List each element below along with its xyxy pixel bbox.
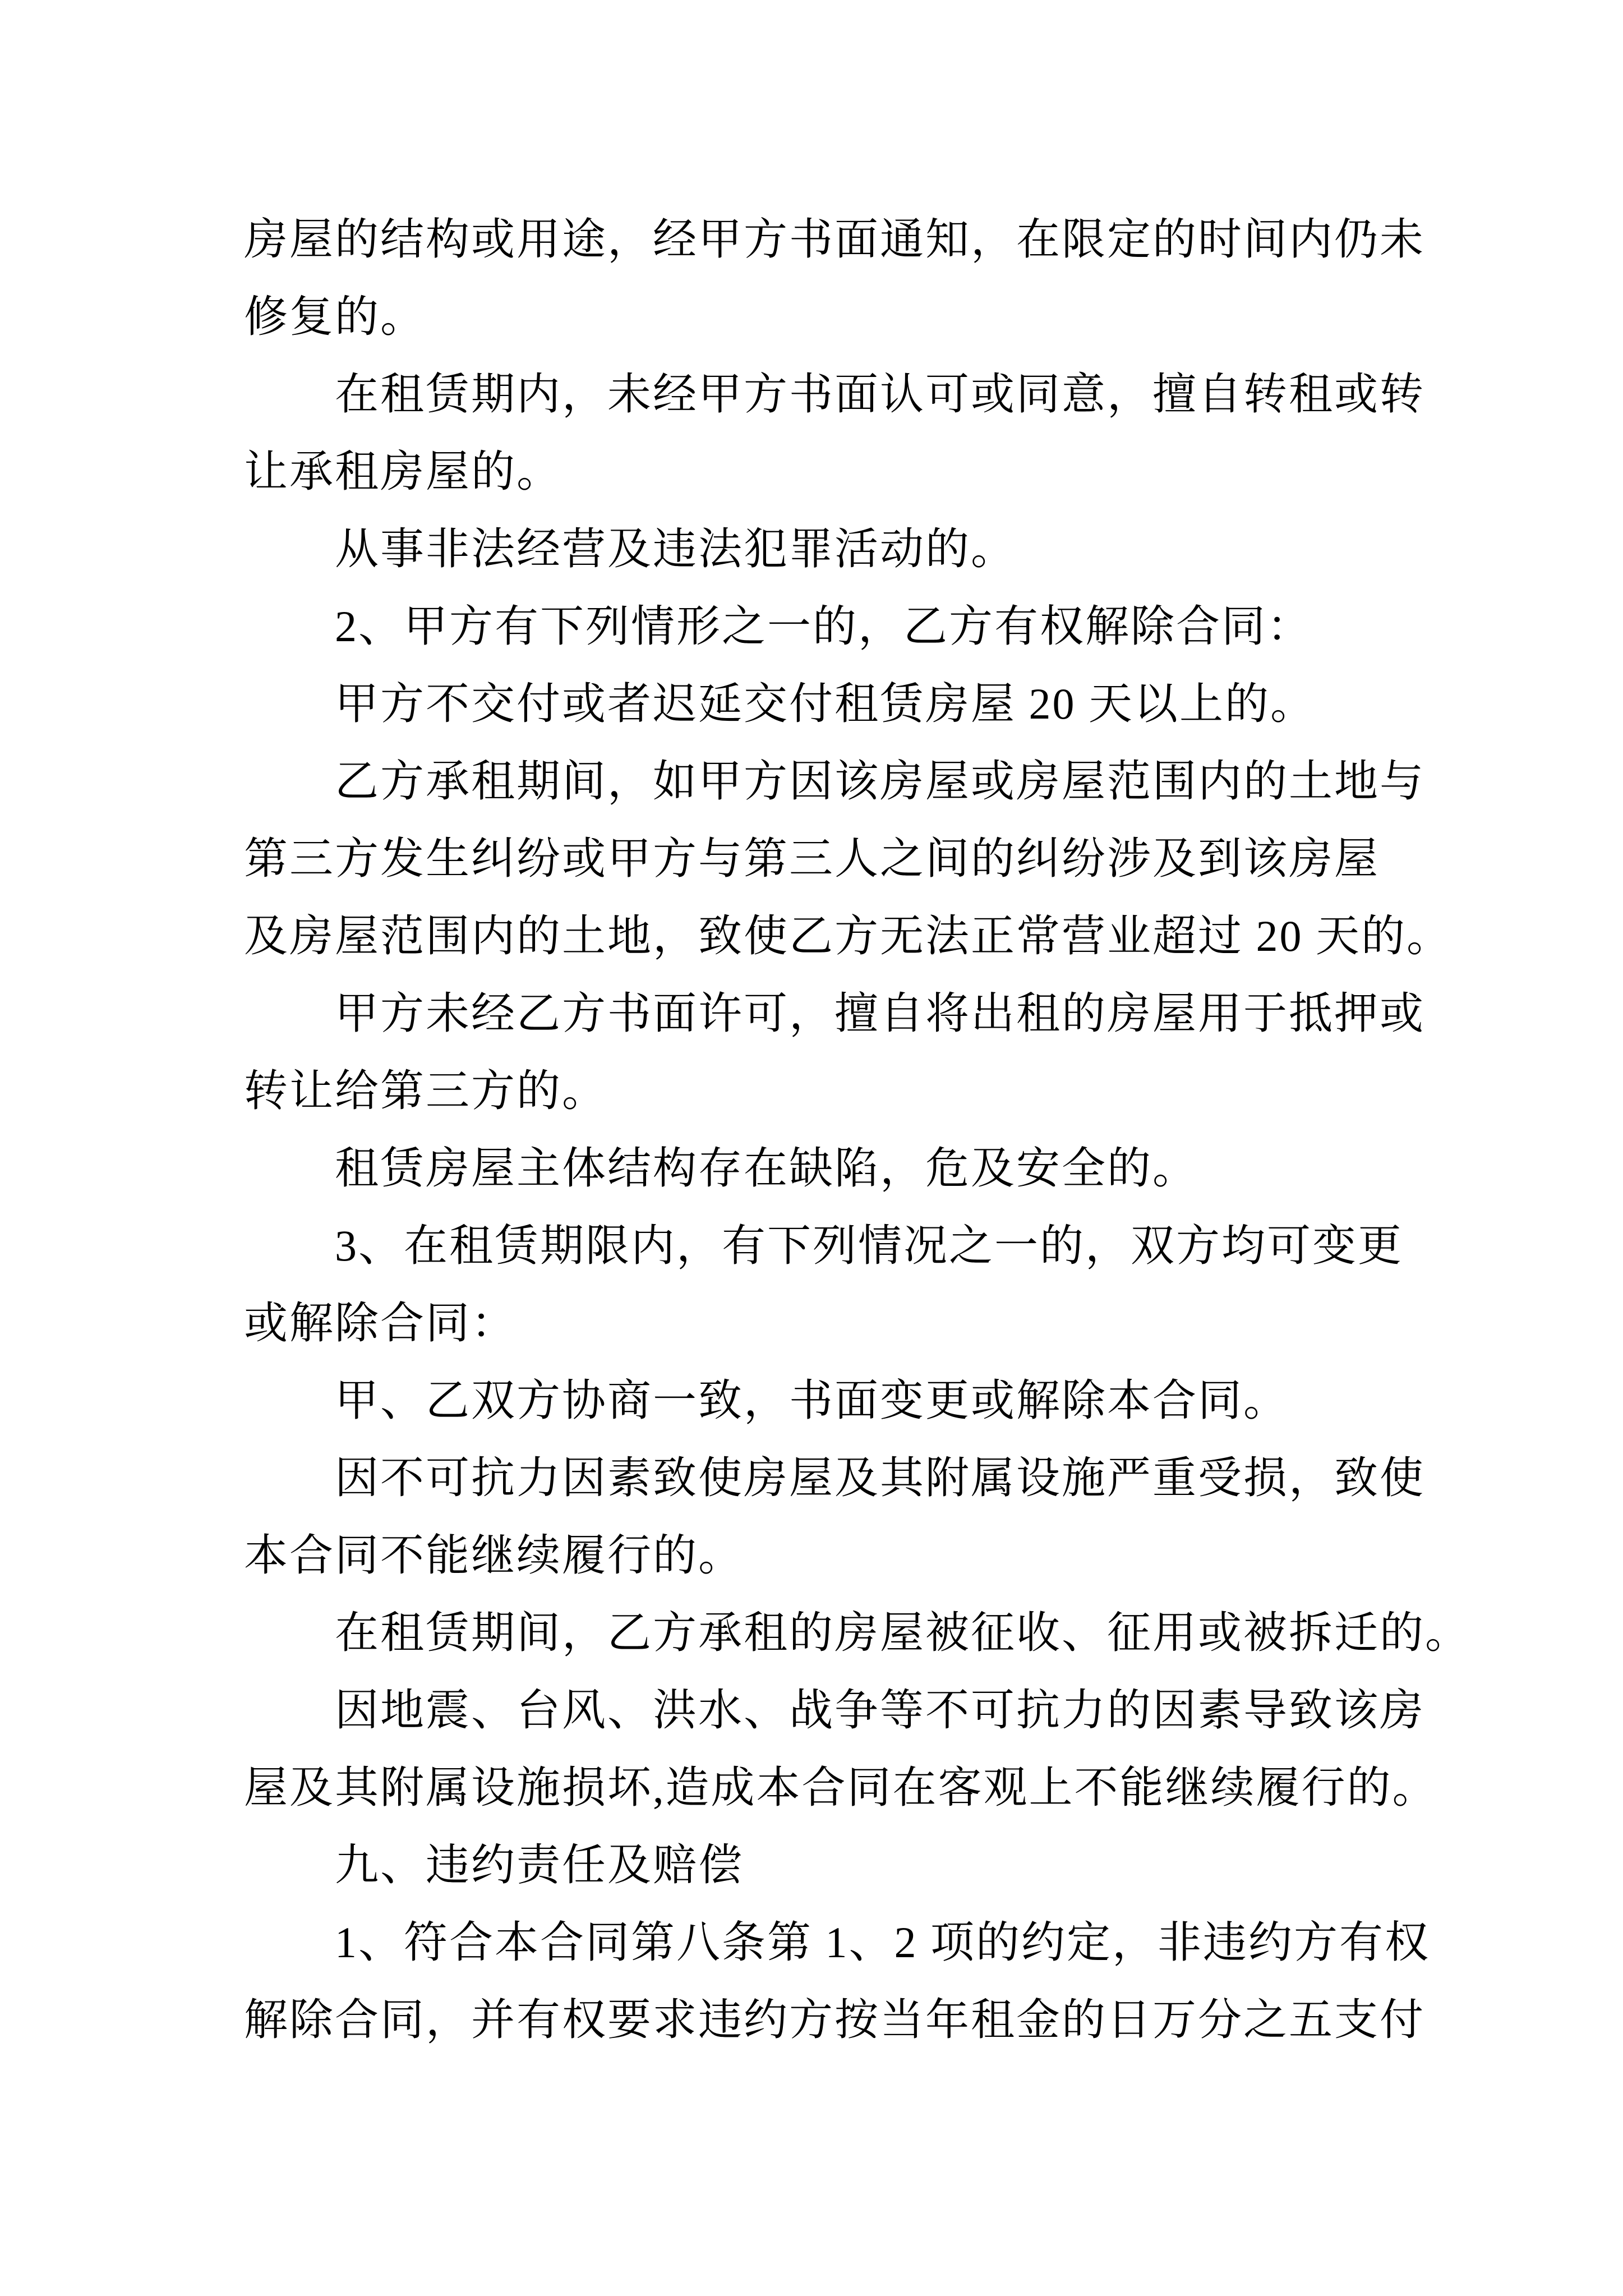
text-line: 2、甲方有下列情形之一的，乙方有权解除合同： — [335, 602, 1313, 651]
text-line: 甲方未经乙方书面许可，擅自将出租的房屋用于抵押或 — [335, 989, 1426, 1038]
text-line: 解除合同，并有权要求违约方按当年租金的日万分之五支付 — [244, 1995, 1426, 2044]
paragraph — [244, 1594, 1471, 1672]
text-line: 九、违约责任及赔偿 — [335, 1841, 744, 1889]
text-line: 1、符合本合同第八条第 1、2 项的约定，非违约方有权 — [335, 1918, 1431, 1967]
text-line: 因地震、台风、洪水、战争等不可抗力的因素导致该房 — [335, 1686, 1426, 1734]
paragraph — [244, 1362, 1382, 1439]
paragraph — [244, 1672, 1438, 1826]
paragraph — [244, 1904, 1431, 2059]
paragraph — [244, 1439, 1426, 1594]
paragraph — [244, 510, 1382, 588]
text-line: 甲、乙双方协商一致，书面变更或解除本合同。 — [335, 1376, 1289, 1425]
text-line: 3、在租赁期限内，有下列情况之一的，双方均可变更 — [335, 1221, 1404, 1270]
text-line: 甲方不交付或者迟延交付租赁房屋 20 天以上的。 — [335, 679, 1316, 728]
text-line: 房屋的结构或用途，经甲方书面通知，在限定的时间内仍未 — [244, 215, 1426, 264]
paragraph — [244, 1207, 1404, 1362]
paragraph — [244, 1130, 1382, 1207]
text-line: 让承租房屋的。 — [244, 447, 562, 496]
paragraph — [244, 356, 1426, 510]
text-line: 从事非法经营及违法犯罪活动的。 — [335, 524, 1017, 573]
text-line: 租赁房屋主体结构存在缺陷，危及安全的。 — [335, 1144, 1198, 1193]
text-line: 在租赁期间，乙方承租的房屋被征收、征用或被拆迁的。 — [335, 1608, 1471, 1657]
text-line: 在租赁期内，未经甲方书面认可或同意，擅自转租或转 — [335, 370, 1426, 418]
text-line: 因不可抗力因素致使房屋及其附属设施严重受损，致使 — [335, 1453, 1426, 1502]
paragraph — [244, 975, 1426, 1130]
paragraph — [244, 743, 1453, 975]
paragraph — [244, 201, 1426, 356]
text-line: 本合同不能继续履行的。 — [244, 1531, 744, 1580]
document-body — [244, 201, 1471, 2059]
text-line: 屋及其附属设施损坏,造成本合同在客观上不能继续履行的。 — [244, 1763, 1438, 1812]
text-line: 乙方承租期间，如甲方因该房屋或房屋范围内的土地与 — [335, 757, 1426, 806]
paragraph — [244, 1826, 1382, 1904]
paragraph — [244, 665, 1382, 743]
text-line: 或解除合同： — [244, 1299, 517, 1347]
paragraph — [244, 588, 1382, 665]
text-line: 修复的。 — [244, 292, 426, 341]
text-line: 及房屋范围内的土地，致使乙方无法正常营业超过 20 天的。 — [244, 912, 1453, 960]
text-line: 转让给第三方的。 — [244, 1066, 608, 1115]
text-line: 第三方发生纠纷或甲方与第三人之间的纠纷涉及到该房屋 — [244, 834, 1380, 883]
